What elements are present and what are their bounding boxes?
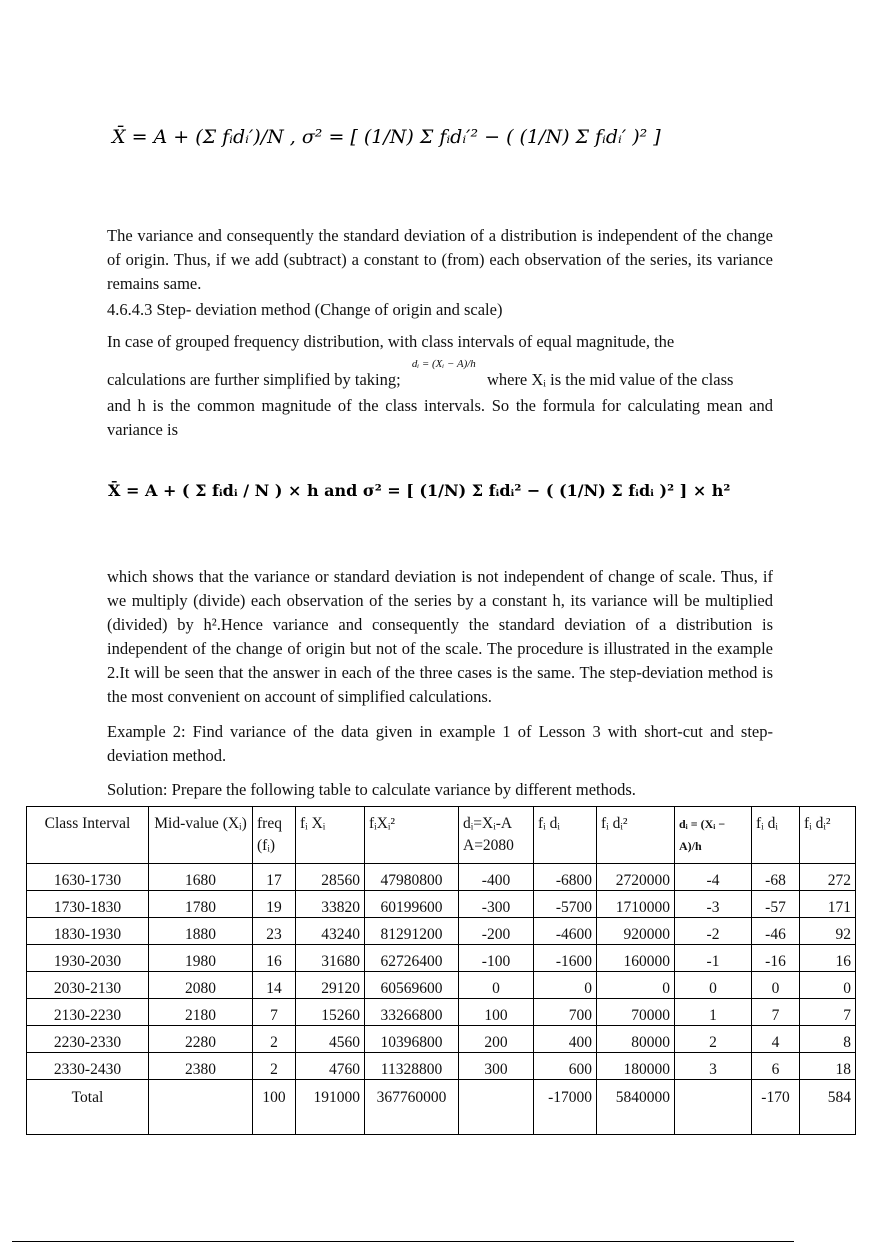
header-cell: Class Interval (27, 807, 149, 864)
table-cell: 171 (800, 891, 856, 918)
table-cell: 1980 (149, 945, 253, 972)
header-cell: fᵢ Xᵢ (296, 807, 365, 864)
formula-shortcut: X̄ = A + (Σ fᵢdᵢ′)/N , σ² = [ (1/N) Σ fᵢdᵢ′² − ( (1/N) Σ fᵢdᵢ′ )² ] (112, 126, 661, 148)
table-cell: 7 (752, 999, 800, 1026)
table-cell: 2 (675, 1026, 752, 1053)
table-cell: -1600 (534, 945, 597, 972)
header-cell: Mid-value (Xᵢ) (149, 807, 253, 864)
table-cell: 0 (459, 972, 534, 999)
table-cell: -5700 (534, 891, 597, 918)
table-cell: -68 (752, 864, 800, 891)
table-cell: -2 (675, 918, 752, 945)
table-cell: 80000 (597, 1026, 675, 1053)
table-cell: 584 (800, 1080, 856, 1135)
table-cell: 1710000 (597, 891, 675, 918)
table-cell: 15260 (296, 999, 365, 1026)
header-cell: fᵢ dᵢ² (800, 807, 856, 864)
table-cell: 60569600 (365, 972, 459, 999)
table-cell: 160000 (597, 945, 675, 972)
table-cell: 1 (675, 999, 752, 1026)
table-total-row (27, 1080, 856, 1135)
table-cell: 81291200 (365, 918, 459, 945)
table-cell: 6 (752, 1053, 800, 1080)
table-header-row (27, 807, 856, 864)
table-cell: 200 (459, 1026, 534, 1053)
table-cell: 300 (459, 1053, 534, 1080)
table-cell: -6800 (534, 864, 597, 891)
table-cell: 18 (800, 1053, 856, 1080)
table-cell: 47980800 (365, 864, 459, 891)
table-row (27, 1026, 856, 1053)
table-cell: 100 (253, 1080, 296, 1135)
table-cell (675, 1080, 752, 1135)
table-cell: 60199600 (365, 891, 459, 918)
table-cell: 2330-2430 (27, 1053, 149, 1080)
table-cell: 1780 (149, 891, 253, 918)
table-cell: 33266800 (365, 999, 459, 1026)
table-cell: -46 (752, 918, 800, 945)
table-cell: 2080 (149, 972, 253, 999)
table-cell: 1880 (149, 918, 253, 945)
table-cell: 7 (800, 999, 856, 1026)
section-heading: 4.6.4.3 Step- deviation method (Change of origin and scale) (107, 300, 503, 319)
table-cell: 191000 (296, 1080, 365, 1135)
table-cell: -17000 (534, 1080, 597, 1135)
table-cell: 29120 (296, 972, 365, 999)
table-cell: 3 (675, 1053, 752, 1080)
table-cell: -100 (459, 945, 534, 972)
table-cell: -200 (459, 918, 534, 945)
table-cell: -4 (675, 864, 752, 891)
formula-step-deviation: X̄ = A + ( Σ fᵢdᵢ / N ) × h and σ² = [ (1/N) Σ fᵢdᵢ² − ( (1/N) Σ fᵢdᵢ )² ] × h² (108, 481, 731, 500)
table-cell: -3 (675, 891, 752, 918)
table-cell: 1830-1930 (27, 918, 149, 945)
table-row (27, 945, 856, 972)
table-row (27, 918, 856, 945)
table-cell: Total (27, 1080, 149, 1135)
paragraph-step-deviation-a: In case of grouped frequency distribution, with class intervals of equal magnitude, the (107, 332, 675, 351)
header-cell: dᵢ = (Xᵢ − A)/h (675, 807, 752, 864)
paragraph-step-deviation-c: and h is the common magnitude of the class intervals. So the formula for calculating mean and variance is (107, 396, 773, 439)
header-cell: fᵢ dᵢ (752, 807, 800, 864)
table-cell: 17 (253, 864, 296, 891)
table-row (27, 972, 856, 999)
table-cell: 43240 (296, 918, 365, 945)
table-cell: 8 (800, 1026, 856, 1053)
table-cell: 2720000 (597, 864, 675, 891)
table-cell: 180000 (597, 1053, 675, 1080)
table-cell (459, 1080, 534, 1135)
table-cell: 1730-1830 (27, 891, 149, 918)
table-cell: 10396800 (365, 1026, 459, 1053)
table-cell: -300 (459, 891, 534, 918)
table-cell: 28560 (296, 864, 365, 891)
table-cell: 100 (459, 999, 534, 1026)
table-cell: 400 (534, 1026, 597, 1053)
table-cell: 272 (800, 864, 856, 891)
table-cell: 700 (534, 999, 597, 1026)
table-cell: 62726400 (365, 945, 459, 972)
table-cell: 0 (800, 972, 856, 999)
table-cell: 14 (253, 972, 296, 999)
table-cell: -400 (459, 864, 534, 891)
table-cell: 367760000 (365, 1080, 459, 1135)
table-cell: 4560 (296, 1026, 365, 1053)
table-cell: 600 (534, 1053, 597, 1080)
paragraph-step-deviation-b-post: where Xᵢ is the mid value of the class (486, 370, 734, 389)
table-cell (149, 1080, 253, 1135)
table-cell: 0 (752, 972, 800, 999)
variance-table (26, 806, 856, 1135)
paragraph-origin-independence: The variance and consequently the standard deviation of a distribution is independent of the change of origin. Thus, if we add (subtract) a constant to (from) each observation of the series, its variance remains same. (107, 226, 773, 293)
table-cell: 31680 (296, 945, 365, 972)
table-cell: 70000 (597, 999, 675, 1026)
table-cell: 4 (752, 1026, 800, 1053)
table-cell: 92 (800, 918, 856, 945)
paragraph-step-deviation-b-pre: calculations are further simplified by taking; (107, 370, 401, 389)
table-cell: -1 (675, 945, 752, 972)
table-cell: 33820 (296, 891, 365, 918)
table-cell: 23 (253, 918, 296, 945)
table-cell: 5840000 (597, 1080, 675, 1135)
header-cell: freq (fᵢ) (253, 807, 296, 864)
example-statement: Example 2: Find variance of the data given in example 1 of Lesson 3 with short-cut and step-deviation method. (107, 722, 773, 765)
table-cell: 2 (253, 1026, 296, 1053)
table-cell: 19 (253, 891, 296, 918)
table-cell: 1930-2030 (27, 945, 149, 972)
table-cell: 2180 (149, 999, 253, 1026)
table-row (27, 1053, 856, 1080)
header-cell: fᵢXᵢ² (365, 807, 459, 864)
di-inline-formula: dᵢ = (Xᵢ − A)/h (411, 358, 476, 370)
table-cell: -170 (752, 1080, 800, 1135)
table-cell: 2 (253, 1053, 296, 1080)
table-cell: -57 (752, 891, 800, 918)
table-cell: 16 (253, 945, 296, 972)
table-cell: -4600 (534, 918, 597, 945)
table-cell: 0 (597, 972, 675, 999)
table-cell: 920000 (597, 918, 675, 945)
header-cell: fᵢ dᵢ² (597, 807, 675, 864)
table-cell: 1630-1730 (27, 864, 149, 891)
table-cell: 4760 (296, 1053, 365, 1080)
table-cell: 2380 (149, 1053, 253, 1080)
table-cell: 0 (675, 972, 752, 999)
table-cell: 2130-2230 (27, 999, 149, 1026)
table-cell: 11328800 (365, 1053, 459, 1080)
paragraph-step-deviation-b (107, 358, 734, 390)
footer-rule (12, 1241, 794, 1242)
table-cell: 1680 (149, 864, 253, 891)
table-cell: 7 (253, 999, 296, 1026)
table-cell: 16 (800, 945, 856, 972)
table-cell: 0 (534, 972, 597, 999)
paragraph-scale-dependence: which shows that the variance or standard deviation is not independent of change of scale. Thus, if we multiply (divide) each observation of the series by a constant h, its variance will be multiplied (divided) by h².Hence variance and consequently the standard deviation of a distribution is independent of the change of origin but not of the scale. The procedure is illustrated in the example 2.It will be seen that the answer in each of the three cases is the same. The step-deviation method is the most convenient on account of simplified calculations. (107, 567, 773, 706)
header-cell: dᵢ=Xᵢ-A A=2080 (459, 807, 534, 864)
table-cell: 2030-2130 (27, 972, 149, 999)
table-cell: 2230-2330 (27, 1026, 149, 1053)
table-row (27, 891, 856, 918)
table-row (27, 999, 856, 1026)
header-cell: fᵢ dᵢ (534, 807, 597, 864)
table-cell: -16 (752, 945, 800, 972)
solution-statement: Solution: Prepare the following table to calculate variance by different methods. (107, 780, 636, 799)
table-cell: 2280 (149, 1026, 253, 1053)
table-row (27, 864, 856, 891)
